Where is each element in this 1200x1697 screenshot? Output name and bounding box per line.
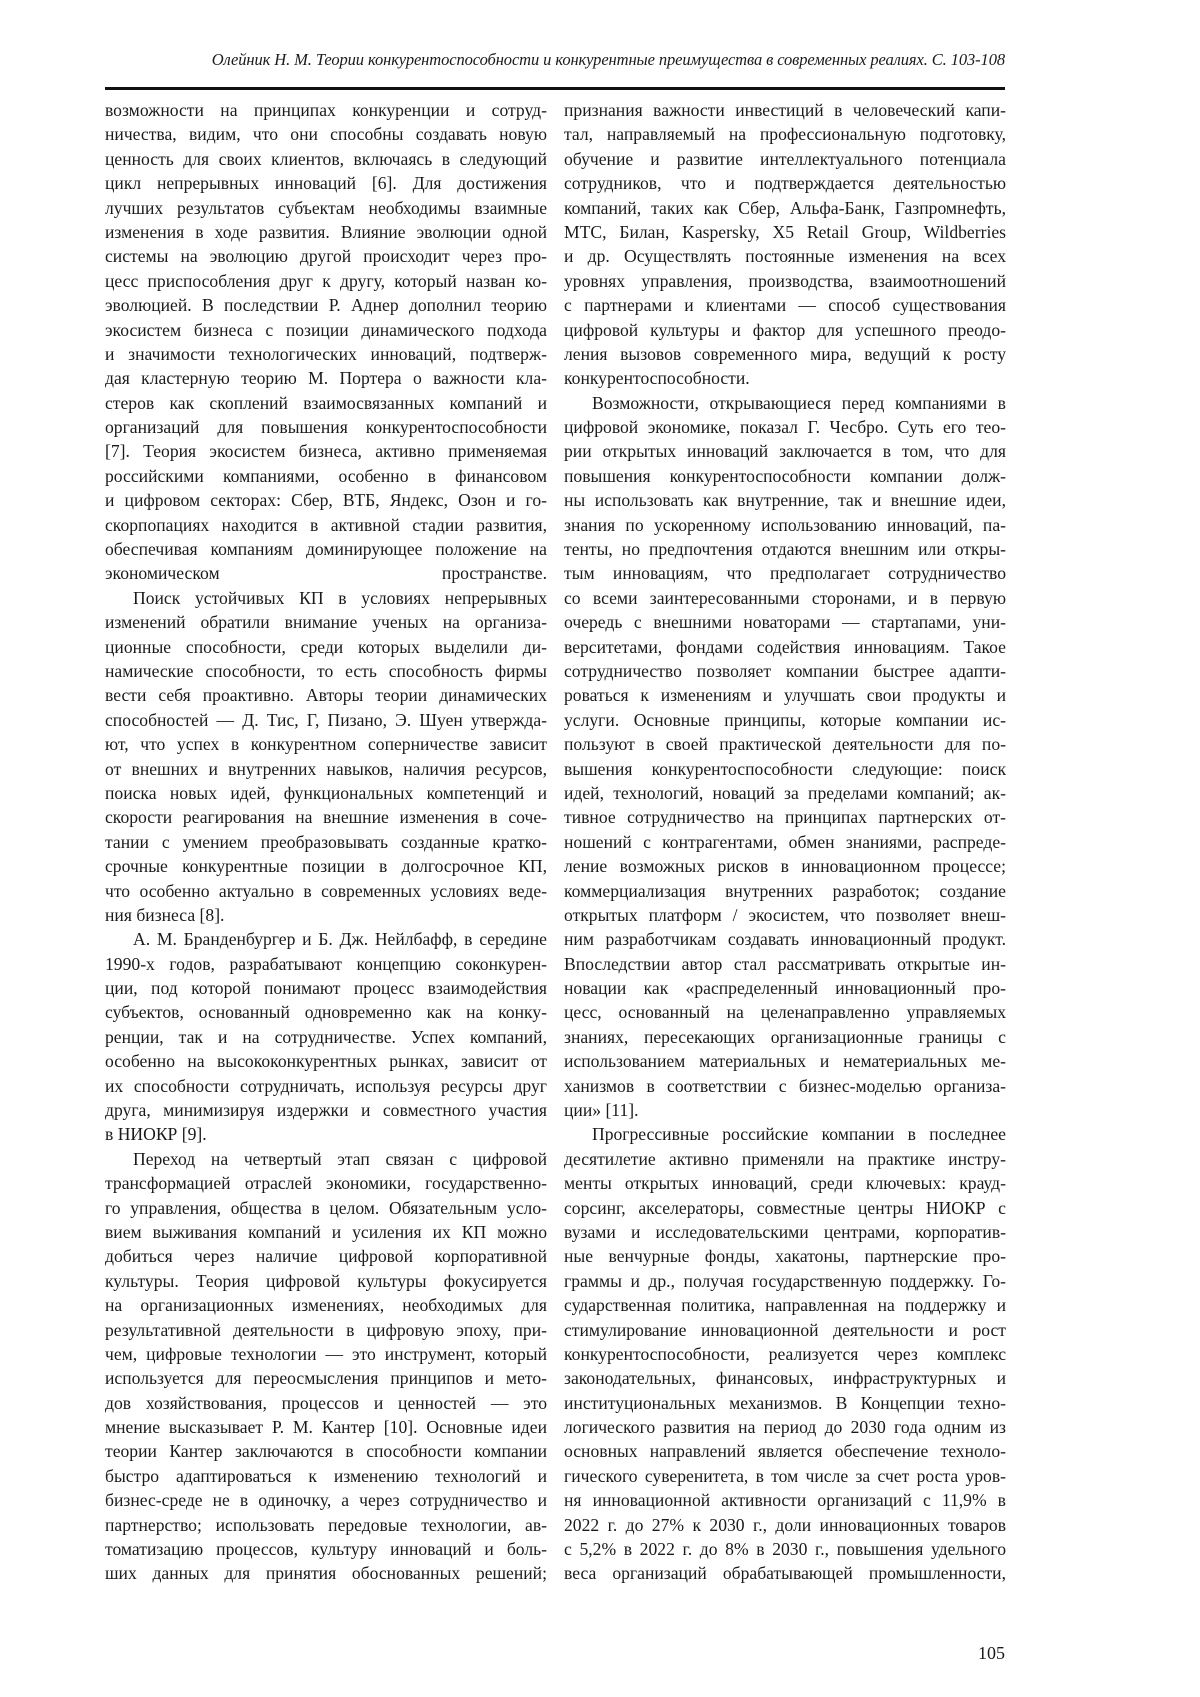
text-line: ют, что успех в конкурентном соперничестве зависит	[105, 732, 547, 756]
text-line: изменений обратили внимание ученых на организа-	[105, 610, 547, 634]
paragraph	[105, 98, 547, 586]
text-line: конкурентоспособности.	[564, 366, 1006, 390]
text-line: ния бизнеса [8].	[105, 903, 547, 927]
text-line: используется для переосмысления принципов и мето-	[105, 1366, 547, 1390]
text-line: новации как «распределенный инновационный про-	[564, 976, 1006, 1000]
paragraph	[105, 927, 547, 1147]
text-line: со всеми заинтересованными сторонами, и в первую	[564, 586, 1006, 610]
text-line: ценность для своих клиентов, включаясь в следующий	[105, 147, 547, 171]
text-line: граммы и др., получая государственную поддержку. Го-	[564, 1269, 1006, 1293]
text-line: цесс приспособления друг к другу, который назван ко-	[105, 269, 547, 293]
text-line: и др. Осуществлять постоянные изменения на всех	[564, 244, 1006, 268]
text-line: го управления, общества в целом. Обязательным усло-	[105, 1196, 547, 1220]
text-line: ня инновационной активности организаций с 11,9% в	[564, 1488, 1006, 1512]
text-line: ции» [11].	[564, 1098, 1006, 1122]
text-line: ханизмов в соответствии с бизнес-моделью организа-	[564, 1074, 1006, 1098]
text-line: особенно на высококонкурентных рынках, зависит от	[105, 1049, 547, 1073]
page-number: 105	[978, 1643, 1005, 1664]
text-line: теории Кантер заключаются в способности компании	[105, 1439, 547, 1463]
text-line: бизнес-среде не в одиночку, а через сотрудничество и	[105, 1488, 547, 1512]
text-line: десятилетие активно применяли на практике инстру-	[564, 1147, 1006, 1171]
text-line: ношений с контрагентами, обмен знаниями, распреде-	[564, 830, 1006, 854]
text-line: использованием материальных и нематериальных ме-	[564, 1049, 1006, 1073]
text-line: гического суверенитета, в том числе за счет роста уров-	[564, 1464, 1006, 1488]
text-line: эволюцией. В последствии Р. Аднер дополнил теорию	[105, 293, 547, 317]
text-line: цесс, основанный на целенаправленно управляемых	[564, 1000, 1006, 1024]
text-line: 1990-х годов, разрабатывают концепцию соконкурен-	[105, 952, 547, 976]
text-line: 2022 г. до 27% к 2030 г., доли инновационных товаров	[564, 1513, 1006, 1537]
text-line: логического развития на период до 2030 года одним из	[564, 1415, 1006, 1439]
text-line: сотрудничество позволяет компании быстрее адапти-	[564, 659, 1006, 683]
text-line: Переход на четвертый этап связан с цифровой	[105, 1147, 547, 1171]
text-line: ление возможных рисков в инновационном процессе;	[564, 854, 1006, 878]
text-line: тивное сотрудничество на принципах партнерских от-	[564, 805, 1006, 829]
text-line: добиться через наличие цифровой корпоративной	[105, 1244, 547, 1268]
text-line: рии открытых инноваций заключается в том, что для	[564, 439, 1006, 463]
text-line: конкурентоспособности, реализуется через комплекс	[564, 1342, 1006, 1366]
text-line: Прогрессивные российские компании в последнее	[564, 1122, 1006, 1146]
paragraph	[105, 1147, 547, 1586]
text-line: МТС, Билан, Kaspersky, X5 Retail Group, Wildberries	[564, 220, 1006, 244]
text-line: тании с умением преобразовывать созданные кратко-	[105, 830, 547, 854]
text-line: А. М. Бранденбургер и Б. Дж. Нейлбафф, в середине	[105, 927, 547, 951]
text-line: с партнерами и клиентами — способ существования	[564, 293, 1006, 317]
text-line: и значимости технологических инноваций, подтверж-	[105, 342, 547, 366]
text-line: партнерство; использовать передовые технологии, ав-	[105, 1513, 547, 1537]
header-rule	[105, 87, 1005, 90]
text-line: знания по ускоренному использованию инноваций, па-	[564, 513, 1006, 537]
text-line: сорсинг, акселераторы, совместные центры НИОКР с	[564, 1196, 1006, 1220]
text-line: основных направлений является обеспечение техноло-	[564, 1439, 1006, 1463]
text-line: томатизацию процессов, культуру инноваций и боль-	[105, 1537, 547, 1561]
text-line: возможности на принципах конкуренции и сотруд-	[105, 98, 547, 122]
text-line: цифровой культуры и фактор для успешного преодо-	[564, 318, 1006, 342]
text-line: уровнях управления, производства, взаимоотношений	[564, 269, 1006, 293]
text-line: дая кластерную теорию М. Портера о важности кла-	[105, 366, 547, 390]
text-line: роваться к изменениям и улучшать свои продукты и	[564, 683, 1006, 707]
text-line: повышения конкурентоспособности компании долж-	[564, 464, 1006, 488]
text-line: лучших результатов субъектам необходимы взаимные	[105, 196, 547, 220]
text-line: субъектов, основанный одновременно как на конку-	[105, 1000, 547, 1024]
paragraph	[564, 391, 1006, 1123]
text-line: Поиск устойчивых КП в условиях непрерывных	[105, 586, 547, 610]
text-line: и цифровом секторах: Сбер, ВТБ, Яндекс, Озон и го-	[105, 488, 547, 512]
text-line: дов хозяйствования, процессов и ценностей — это	[105, 1391, 547, 1415]
text-line: сударственная политика, направленная на поддержку и	[564, 1293, 1006, 1317]
text-line: цифровой экономике, показал Г. Чесбро. Суть его тео-	[564, 415, 1006, 439]
text-line: скорпопациях находится в активной стадии развития,	[105, 513, 547, 537]
text-line: скорости реагирования на внешние изменения в соче-	[105, 805, 547, 829]
text-line: идей, технологий, новаций за пределами компаний; ак-	[564, 781, 1006, 805]
text-line: законодательных, финансовых, инфраструктурных и	[564, 1366, 1006, 1390]
text-line: организаций для повышения конкурентоспособности	[105, 415, 547, 439]
text-line: вышения конкурентоспособности следующие: поиск	[564, 757, 1006, 781]
paragraph	[564, 98, 1006, 391]
text-line: способностей — Д. Тис, Г, Пизано, Э. Шуен утвержда-	[105, 708, 547, 732]
text-line: услуги. Основные принципы, которые компании ис-	[564, 708, 1006, 732]
text-line: стеров как скоплений взаимосвязанных компаний и	[105, 391, 547, 415]
paragraph	[564, 1122, 1006, 1585]
text-line: тым инновациям, что предполагает сотрудничество	[564, 561, 1006, 585]
text-line: обучение и развитие интеллектуального потенциала	[564, 147, 1006, 171]
paragraph	[105, 586, 547, 927]
text-line: в НИОКР [9].	[105, 1122, 547, 1146]
text-line: коммерциализация внутренних разработок; создание	[564, 879, 1006, 903]
text-line: веса организаций обрабатывающей промышленности,	[564, 1561, 1006, 1585]
text-line: от внешних и внутренних навыков, наличия ресурсов,	[105, 757, 547, 781]
text-line: ним разработчикам создавать инновационный продукт.	[564, 927, 1006, 951]
text-line: экономическом пространстве.	[105, 561, 547, 585]
running-header: Олейник Н. М. Теории конкурентоспособности и конкурентные преимущества в современных реалиях. С. 103-108	[212, 50, 1005, 70]
text-line: результативной деятельности в цифровую эпоху, при-	[105, 1318, 547, 1342]
text-line: чем, цифровые технологии — это инструмент, который	[105, 1342, 547, 1366]
text-line: срочные конкурентные позиции в долгосрочное КП,	[105, 854, 547, 878]
text-line: что особенно актуально в современных условиях веде-	[105, 879, 547, 903]
text-line: обеспечивая компаниям доминирующее положение на	[105, 537, 547, 561]
text-line: вузами и исследовательскими центрами, корпоратив-	[564, 1220, 1006, 1244]
text-line: ших данных для принятия обоснованных решений;	[105, 1561, 547, 1585]
text-line: ления вызовов современного мира, ведущий к росту	[564, 342, 1006, 366]
text-line: вием выживания компаний и усиления их КП можно	[105, 1220, 547, 1244]
text-line: российскими компаниями, особенно в финансовом	[105, 464, 547, 488]
text-line: Впоследствии автор стал рассматривать открытые ин-	[564, 952, 1006, 976]
text-line: верситетами, фондами содействия инновациям. Такое	[564, 635, 1006, 659]
text-line: ционные способности, среди которых выделили ди-	[105, 635, 547, 659]
text-line: экосистем бизнеса с позиции динамического подхода	[105, 318, 547, 342]
text-line: пользуют в своей практической деятельности для по-	[564, 732, 1006, 756]
text-line: ные венчурные фонды, хакатоны, партнерские про-	[564, 1244, 1006, 1268]
text-line: цикл непрерывных инноваций [6]. Для достижения	[105, 171, 547, 195]
text-line: друга, минимизируя издержки и совместного участия	[105, 1098, 547, 1122]
text-line: ренции, так и на сотрудничестве. Успех компаний,	[105, 1025, 547, 1049]
text-line: знаниях, пересекающих организационные границы с	[564, 1025, 1006, 1049]
text-line: ничества, видим, что они способны создавать новую	[105, 122, 547, 146]
text-line: сотрудников, что и подтверждается деятельностью	[564, 171, 1006, 195]
text-line: [7]. Теория экосистем бизнеса, активно применяемая	[105, 439, 547, 463]
text-line: мнение высказывает Р. М. Кантер [10]. Основные идеи	[105, 1415, 547, 1439]
right-column	[564, 98, 1006, 1586]
left-column	[105, 98, 547, 1586]
text-line: компаний, таких как Сбер, Альфа-Банк, Газпромнефть,	[564, 196, 1006, 220]
text-line: открытых платформ / экосистем, что позволяет внеш-	[564, 903, 1006, 927]
text-line: тал, направляемый на профессиональную подготовку,	[564, 122, 1006, 146]
text-line: признания важности инвестиций в человеческий капи-	[564, 98, 1006, 122]
text-line: тенты, но предпочтения отдаются внешним или откры-	[564, 537, 1006, 561]
text-line: менты открытых инноваций, среди ключевых: крауд-	[564, 1171, 1006, 1195]
text-line: их способности сотрудничать, используя ресурсы друг	[105, 1074, 547, 1098]
text-line: быстро адаптироваться к изменению технологий и	[105, 1464, 547, 1488]
text-line: институциональных механизмов. В Концепции техно-	[564, 1391, 1006, 1415]
text-line: Возможности, открывающиеся перед компаниями в	[564, 391, 1006, 415]
text-line: вести себя проактивно. Авторы теории динамических	[105, 683, 547, 707]
text-line: на организационных изменениях, необходимых для	[105, 1293, 547, 1317]
text-line: изменения в ходе развития. Влияние эволюции одной	[105, 220, 547, 244]
text-line: ции, под которой понимают процесс взаимодействия	[105, 976, 547, 1000]
text-line: трансформацией отраслей экономики, государственно-	[105, 1171, 547, 1195]
text-line: культуры. Теория цифровой культуры фокусируется	[105, 1269, 547, 1293]
text-line: очередь с внешними новаторами — стартапами, уни-	[564, 610, 1006, 634]
text-line: ны использовать как внутренние, так и внешние идеи,	[564, 488, 1006, 512]
text-line: поиска новых идей, функциональных компетенций и	[105, 781, 547, 805]
text-line: стимулирование инновационной деятельности и рост	[564, 1318, 1006, 1342]
text-line: намические способности, то есть способность фирмы	[105, 659, 547, 683]
text-line: системы на эволюцию другой происходит через про-	[105, 244, 547, 268]
text-line: с 5,2% в 2022 г. до 8% в 2030 г., повышения удельного	[564, 1537, 1006, 1561]
